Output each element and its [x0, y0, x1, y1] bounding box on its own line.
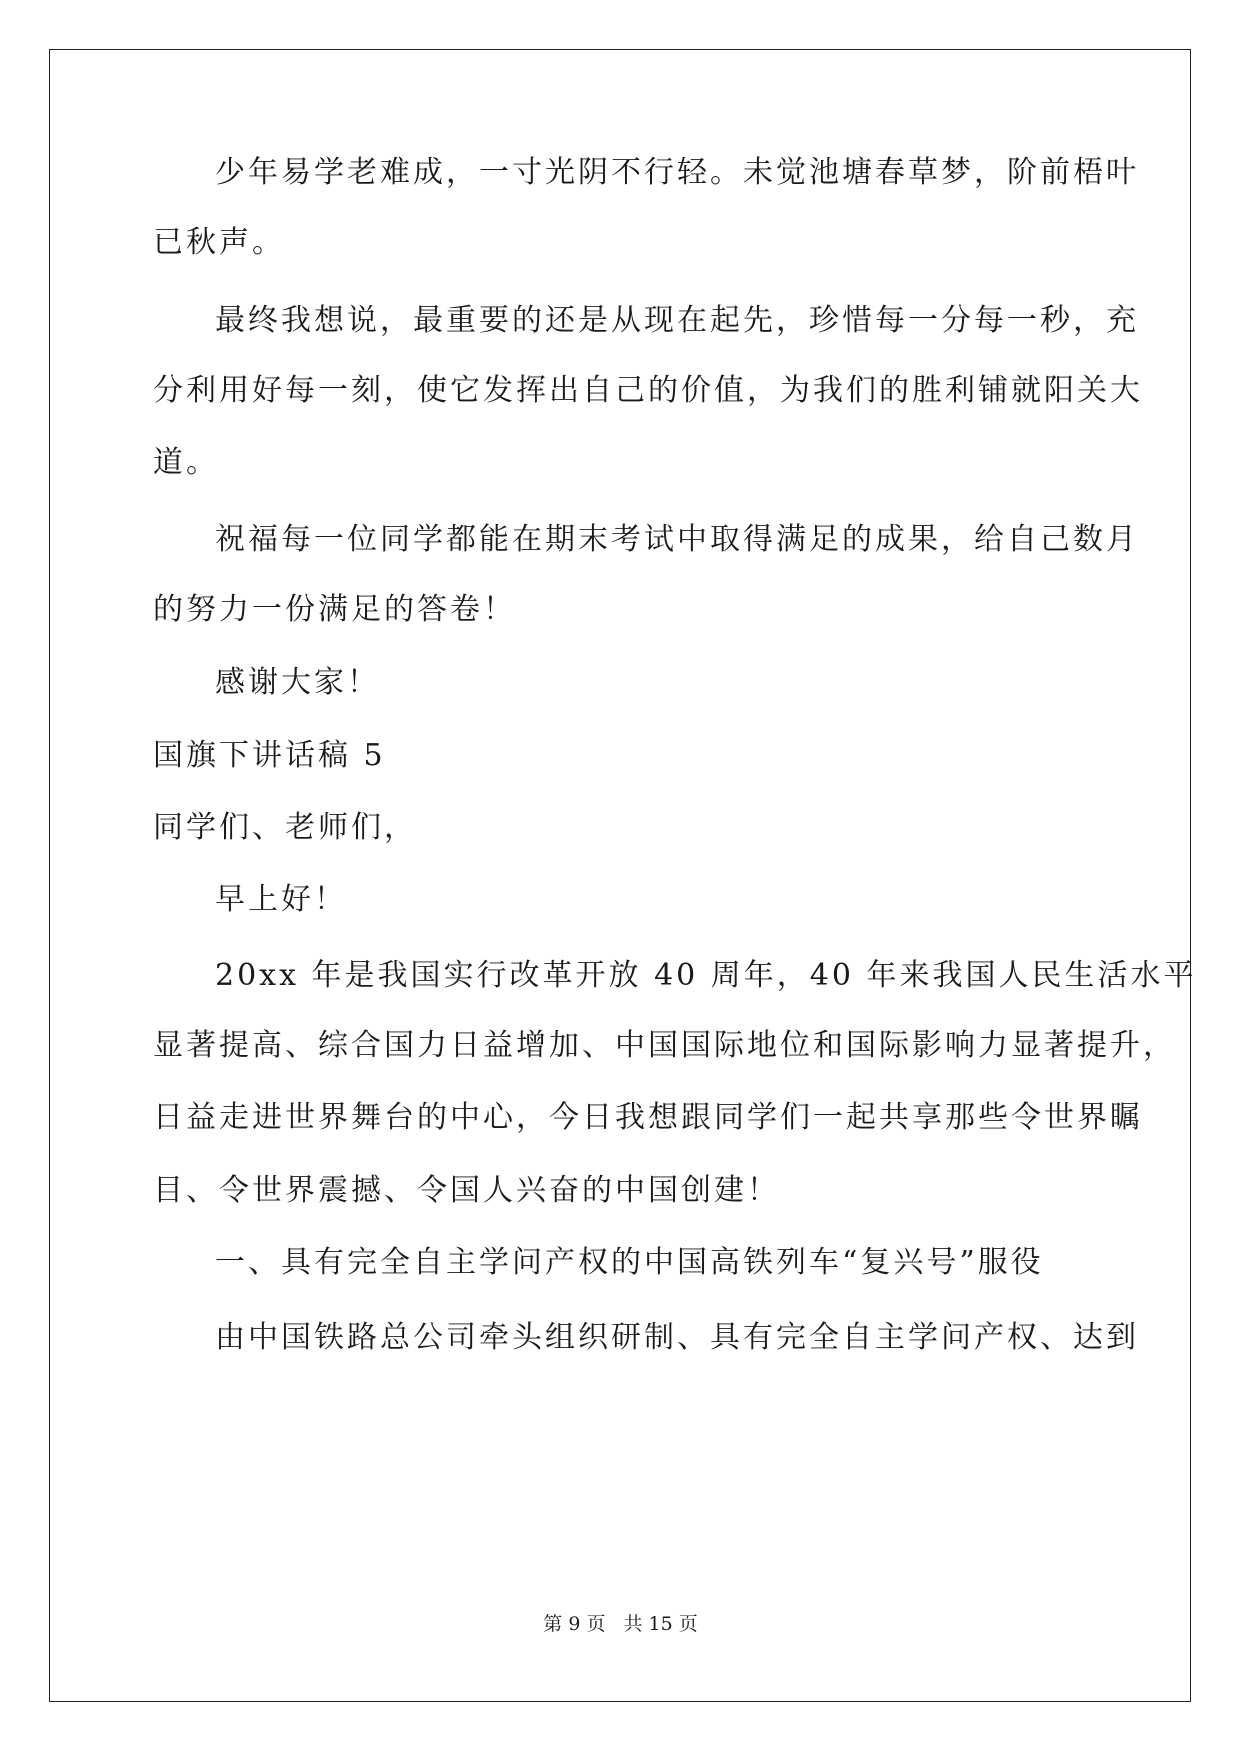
- paragraph-line: 分利用好每一刻，使它发挥出自己的价值，为我们的胜利铺就阳关大: [153, 373, 1143, 408]
- paragraph-line: 少年易学老难成，一寸光阴不行轻。未觉池塘春草梦，阶前梧叶: [215, 155, 1139, 190]
- page-border: [49, 49, 1191, 1702]
- page-total: 共 15 页: [623, 1613, 698, 1635]
- paragraph-line: 20xx 年是我国实行改革开放 40 周年，40 年来我国人民生活水平: [215, 958, 1197, 993]
- greeting: 早上好！: [215, 882, 347, 917]
- paragraph-line: 一、具有完全自主学问产权的中国高铁列车“复兴号”服役: [215, 1245, 1044, 1280]
- section-heading: 国旗下讲话稿 5: [153, 738, 386, 773]
- paragraph-line: 由中国铁路总公司牵头组织研制、具有完全自主学问产权、达到: [215, 1320, 1139, 1355]
- paragraph-line: 最终我想说，最重要的还是从现在起先，珍惜每一分每一秒，充: [215, 303, 1139, 338]
- paragraph-line: 感谢大家！: [215, 665, 380, 700]
- paragraph-line: 日益走进世界舞台的中心，今日我想跟同学们一起共享那些令世界瞩: [153, 1100, 1143, 1135]
- paragraph-line: 道。: [153, 445, 219, 480]
- paragraph-line: 目、令世界震撼、令国人兴奋的中国创建！: [153, 1173, 780, 1208]
- paragraph-line: 已秋声。: [153, 225, 285, 260]
- salutation: 同学们、老师们，: [153, 810, 417, 845]
- page-number: 第 9 页: [543, 1613, 606, 1635]
- paragraph-line: 显著提高、综合国力日益增加、中国国际地位和国际影响力显著提升，: [153, 1028, 1176, 1063]
- paragraph-line: 的努力一份满足的答卷！: [153, 592, 516, 627]
- page-footer: [0, 1612, 1241, 1636]
- paragraph-line: 祝福每一位同学都能在期末考试中取得满足的成果，给自己数月: [215, 522, 1139, 557]
